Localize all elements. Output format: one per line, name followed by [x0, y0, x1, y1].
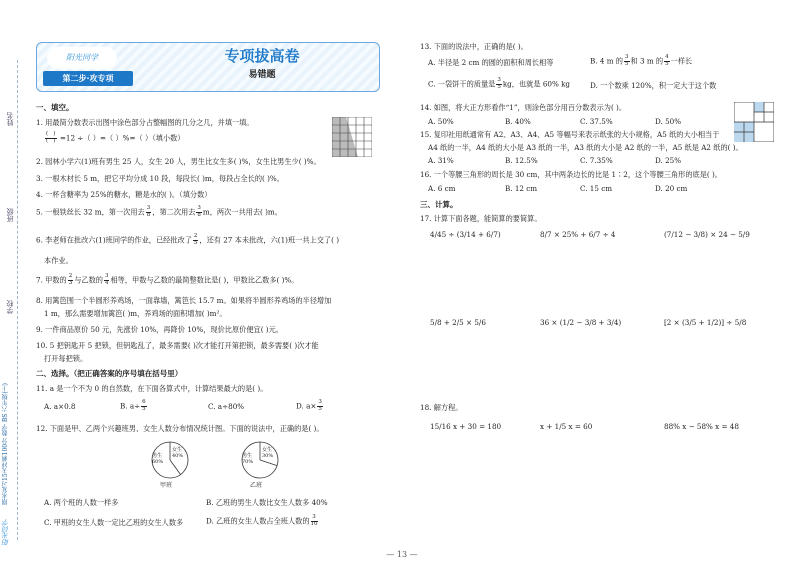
- step-badge: 第二步·攻专项: [43, 71, 133, 86]
- header-banner: [36, 42, 380, 92]
- question-9: 9. 一件商品原价 50 元，先涨价 10%，再降价 10%，现价比原价便宜( )元。: [36, 325, 283, 334]
- q14-option-b: B. 40%: [505, 117, 531, 126]
- q17-expr-3: (7/12 − 3/8) × 24 − 5/9: [664, 230, 750, 239]
- question-14: 14. 如图，将大正方形看作“1”，则涂色部分用百分数表示为( )。: [420, 103, 627, 112]
- q13-option-d: D. 一个数乘 120%，积一定大于这个数: [590, 81, 717, 90]
- q17-expr-5: 36 × (1/2 − 3/8 + 3/4): [540, 318, 622, 327]
- q13-option-a: A. 半径是 2 cm 的圆的面积和周长相等: [428, 58, 554, 67]
- question-15-line2: A4 纸的一半，A4 纸的大小是 A3 纸的一半，A3 纸的大小是 A2 纸的一半，A5 纸是 A2 纸的( )。: [428, 143, 743, 152]
- q14-option-a: A. 50%: [428, 117, 454, 126]
- question-1-blanks: $\frac{( )}{( )}$ =12 ÷（ ）=（ ）%=（ ）（填小数）: [46, 131, 185, 144]
- class-label: 班级: [6, 208, 14, 222]
- pie-jia-male: 男生 60%: [152, 453, 164, 465]
- question-15: 15. 复印社用纸通常有 A2、A3、A4、A5 等幅号来表示纸张的大小规格，A5 纸的大小相当于: [420, 130, 720, 139]
- question-4: 4. 一杯含糖率为 25%的糖水，糖是水的( )。（填分数）: [36, 190, 212, 199]
- q11-option-a: A. a×0.8: [44, 402, 76, 411]
- question-8-line2: 1 m，那么需要增加篱笆( )m，养鸡场的面积增加( )m²。: [44, 309, 227, 318]
- pie-yi-male: 男生 70%: [242, 453, 254, 465]
- q17-expr-6: [2 × (3/5 + 1/2)] ÷ 5/8: [664, 318, 747, 327]
- question-10: 10. 5 把钥匙开 5 把锁，但钥匙乱了，最多需要( )次才能打开第把锁，最多需要( )次才能: [36, 341, 319, 350]
- question-6-line2: 本作业。: [44, 256, 73, 265]
- q14-option-d: D. 50%: [655, 117, 682, 126]
- question-5: 5. 一根铁丝长 32 m，第一次用去 $\frac{3}{8}$ ，第二次用去 $\frac{3}{8}$ m，两次一共用去( )m。: [36, 205, 282, 218]
- q18-eq-3: 88% x − 58% x = 48: [664, 422, 739, 431]
- q13-option-c: C. 一袋饼干的质量是 $\frac{3}{5}$ kg，也就是 60% kg: [428, 77, 571, 90]
- q16-option-b: B. 12 cm: [505, 184, 538, 193]
- q12-option-a: A. 两个班的人数一样多: [44, 498, 119, 507]
- q16-option-c: C. 15 cm: [580, 184, 613, 193]
- school-label: 学校: [6, 300, 14, 314]
- pie-jia-female: 女生 40%: [172, 447, 184, 459]
- page-subtitle: 易错题: [248, 70, 276, 80]
- q14-option-c: C. 37.5%: [580, 117, 613, 126]
- q15-option-d: D. 25%: [655, 156, 682, 165]
- question-8: 8. 用篱笆围一个半圆形养鸡场，一面靠墙，篱笆长 15.7 m。如果将半圆形养鸡场的半径增加: [36, 296, 332, 305]
- q13-option-b: B. 4 m 的 $\frac{3}{5}$ 和 3 m 的 $\frac{4}{5}$ 一样长: [590, 54, 693, 67]
- q17-expr-1: 4/45 ÷ (3/14 + 6/7): [430, 230, 501, 239]
- question-1: 1. 用最简分数表示出图中涂色部分占整幅图的几分之几，并填一填。: [36, 118, 254, 127]
- pie-yi-label: 乙班: [250, 482, 263, 489]
- q17-expr-2: 8/7 × 25% + 6/7 ÷ 4: [540, 230, 616, 239]
- page-title: 专项拔高卷: [224, 47, 300, 65]
- question-7: 7. 甲数的 $\frac{2}{3}$ 与乙数的 $\frac{3}{4}$ 相等，甲数与乙数的最简整数比是( )，甲数比乙数多( )%。: [36, 273, 299, 286]
- question-3: 3. 一根木材长 5 m，把它平均分成 10 段，每段长( )m，每段占全长的( )%。: [36, 174, 284, 183]
- blank-fraction: $\frac{( )}{( )}$: [46, 131, 56, 144]
- name-label: 姓名: [6, 112, 14, 126]
- question-10-line2: 打开每把锁。: [44, 354, 88, 363]
- q16-option-a: A. 6 cm: [428, 184, 456, 193]
- question-16: 16. 一个等腰三角形的周长是 30 cm，其中两条边长的比是 1∶2，这个等腰三角形的底是( )。: [420, 170, 722, 179]
- q15-option-b: B. 12.5%: [505, 156, 538, 165]
- shaded-figure: [332, 117, 372, 157]
- section-fill-title: 一、填空。: [36, 103, 74, 112]
- question-17: 17. 计算下面各题，能简算的要简算。: [420, 214, 542, 223]
- q16-option-d: D. 20 cm: [655, 184, 688, 193]
- q11-option-c: C. a÷80%: [208, 402, 245, 411]
- square-figure: [734, 102, 774, 142]
- page-number: — 13 —: [386, 550, 418, 559]
- q18-eq-2: x + 1/5 x = 60: [540, 422, 593, 431]
- pie-yi-female: 女生 30%: [262, 447, 274, 459]
- question-12: 12. 下面是甲、乙两个兴趣班男、女生人数分布情况统计图。下面的说法中，正确的是( )。: [36, 424, 324, 433]
- brand-logo: 阳光同学: [2, 519, 10, 545]
- cut-line: [17, 60, 18, 540]
- q17-expr-4: 5/8 + 2/5 × 5/6: [430, 318, 486, 327]
- question-6: 6. 李老师在批改六(1)班同学的作业，已经批改了 $\frac{2}{5}$ ，还有 27 本未批改，六(1)班一共上交了( ): [36, 233, 339, 246]
- grid-figure-svg: [332, 117, 372, 157]
- q15-option-c: C. 7.35%: [580, 156, 613, 165]
- square-figure-svg: [734, 102, 774, 142]
- q12-option-d: D. 乙班的女生人数占全班人数的 $\frac{3}{10}$: [206, 514, 318, 527]
- sun-logo: 阳光同学: [47, 47, 117, 69]
- pie-chart-yi: [240, 440, 280, 492]
- section-choice-title: 二、选择。（把正确答案的序号填在括号里）: [36, 369, 183, 378]
- question-18: 18. 解方程。: [420, 403, 463, 412]
- section-calc-title: 三、计算。: [420, 200, 458, 209]
- q15-option-a: A. 31%: [428, 156, 454, 165]
- pie-jia-label: 甲班: [160, 482, 173, 489]
- pie-chart-jia: [150, 440, 190, 492]
- question-2: 2. 园林小学六(1)班有男生 25 人，女生 20 人，男生比女生多( )%，女生比男生少( )%。: [36, 157, 321, 166]
- side-strip: [0, 0, 28, 570]
- q12-option-b: B. 乙班的男生人数比女生人数多 40%: [206, 498, 328, 507]
- question-11: 11. a 是一个不为 0 的自然数，在下面各算式中，计算结果最大的是( )。: [36, 384, 268, 393]
- q11-option-b: B. a÷ $\frac{6}{5}$: [120, 399, 146, 412]
- book-info: 期末复习15天冲刺100分 数学 BS 六年级(上): [2, 382, 9, 505]
- q12-option-c: C. 甲班的女生人数一定比乙班的女生人数多: [44, 518, 184, 527]
- q11-option-d: D. a× $\frac{3}{5}$: [296, 399, 322, 412]
- question-13: 13. 下面的说法中，正确的是( )。: [420, 42, 528, 51]
- q18-eq-1: 15/16 x + 30 = 180: [430, 422, 502, 431]
